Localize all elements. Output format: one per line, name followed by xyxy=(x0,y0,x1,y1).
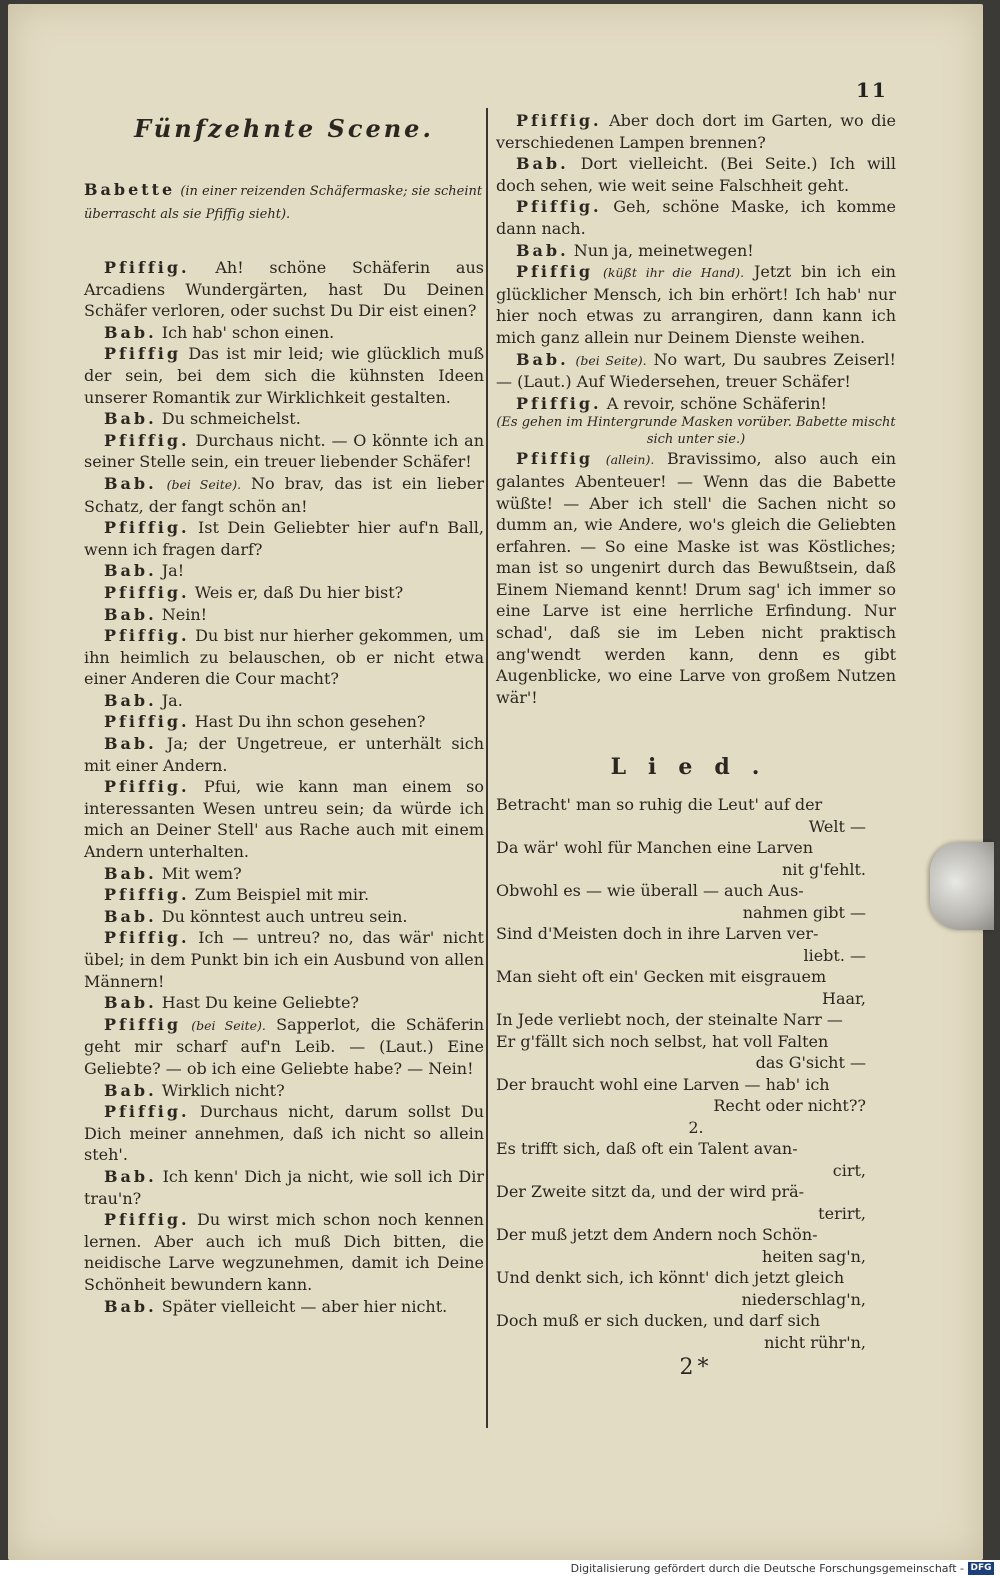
dialogue-paragraph xyxy=(84,517,484,560)
verse-line xyxy=(496,1310,896,1353)
speaker: Bab. xyxy=(104,1080,157,1100)
speaker: Pfiffig. xyxy=(516,111,602,130)
verse-continuation: nicht rühr'n, xyxy=(764,1332,866,1352)
stage-direction: (in einer reizenden Schäfermaske; sie scheint überrascht als sie Pfiffig sieht). xyxy=(84,184,483,222)
verse-text: Doch muß er sich ducken, und darf sich xyxy=(496,1311,821,1331)
speaker: Bab. xyxy=(104,409,157,429)
speaker: Bab. xyxy=(104,734,157,754)
speaker: Pfiffig. xyxy=(104,430,190,450)
dialogue-text: No brav, das ist ein lieber Schatz, der fangt schön an! xyxy=(84,473,484,516)
dialogue-paragraph xyxy=(84,604,484,626)
verse-continuation: cirt, xyxy=(832,1160,866,1180)
dialogue-paragraph xyxy=(84,1014,484,1080)
speaker: Bab. xyxy=(516,154,569,174)
dialogue-paragraph xyxy=(84,1080,484,1102)
speaker: Bab. xyxy=(516,349,569,369)
dialogue-paragraph xyxy=(84,992,484,1014)
dialogue-paragraph xyxy=(84,322,484,344)
verse-text: Man sieht oft ein' Gecken mit eisgrauem xyxy=(496,967,827,987)
verse-continuation: liebt. — xyxy=(803,945,866,965)
speaker: Pfiffig xyxy=(104,1014,182,1034)
right-column xyxy=(496,110,896,1380)
dialogue-paragraph xyxy=(84,906,484,928)
speaker: Bab. xyxy=(516,240,569,260)
dialogue-paragraph xyxy=(496,261,896,348)
dialogue-text: Nein! xyxy=(161,604,208,624)
aside-direction: (bei Seite). xyxy=(191,1017,266,1033)
verse-continuation: das G'sicht — xyxy=(755,1053,866,1073)
dialogue-text: Ja; der Ungetreue, er unterhält sich mit einer Andern. xyxy=(84,734,484,775)
dialogue-text: Das ist mir leid; wie glücklich muß der sein, bei dem sich die kühnsten Ideen unserer Romantik zur Wirklichkeit gestalten. xyxy=(84,344,485,407)
page-number: 11 xyxy=(856,78,888,102)
speaker: Bab. xyxy=(104,906,157,926)
dialogue-text: Ich hab' schon einen. xyxy=(161,322,335,342)
dialogue-paragraph xyxy=(496,196,896,239)
dialogue-text: Ich — untreu? no, das wär' nicht übel; in dem Punkt bin ich ein Ausbund von allen Männern! xyxy=(84,928,484,991)
verse-continuation: terirt, xyxy=(818,1203,866,1223)
stanza-number: 2. xyxy=(688,1117,704,1137)
dialogue-paragraph xyxy=(84,733,484,776)
speaker: Pfiffig. xyxy=(104,582,190,602)
dialogue-paragraph xyxy=(84,1209,484,1295)
speaker: Pfiffig. xyxy=(104,258,190,277)
dialogue-paragraph xyxy=(84,582,484,604)
dialogue-paragraph xyxy=(84,927,484,992)
dialogue-text: Später vielleicht — aber hier nicht. xyxy=(161,1296,448,1316)
dialogue-paragraph xyxy=(84,257,484,322)
verse-continuation: niederschlag'n, xyxy=(741,1289,866,1309)
dialogue-paragraph xyxy=(84,343,484,408)
speaker: Bab. xyxy=(104,322,157,342)
verse-line xyxy=(496,837,896,880)
aside-direction: (allein). xyxy=(605,452,655,468)
footer-text: Digitalisierung gefördert durch die Deutsche Forschungsgemeinschaft - xyxy=(570,1562,964,1575)
verse-text: Betracht' man so ruhig die Leut' auf der xyxy=(496,795,823,815)
verse-text: Es trifft sich, daß oft ein Talent avan- xyxy=(496,1139,798,1159)
verse-line xyxy=(496,1181,896,1224)
dialogue-paragraph xyxy=(84,1101,484,1166)
speaker: Bab. xyxy=(104,690,157,710)
verse-text: Der muß jetzt dem Andern noch Schön- xyxy=(496,1225,818,1245)
speaker: Pfiffig. xyxy=(104,1102,190,1122)
speaker: Pfiffig xyxy=(516,449,594,469)
speaker: Pfiffig. xyxy=(104,712,190,732)
dialogue-paragraph xyxy=(84,473,484,517)
dialogue-text: Ich kenn' Dich ja nicht, wie soll ich Dir trau'n? xyxy=(84,1166,484,1208)
speaker: Pfiffig. xyxy=(104,928,190,948)
dialogue-text: Jetzt bin ich ein glücklicher Mensch, ich bin erhört! Ich hab' nur hier noch etwas zu arrangiren, dann kann ich mich ganz allein nur Deinem Dienste weihen. xyxy=(496,262,896,347)
dialogue-text: Dort vielleicht. (Bei Seite.) Ich will doch sehen, wie weit seine Falschheit geht. xyxy=(496,154,896,195)
verse-line xyxy=(496,1267,896,1310)
dialogue-text: Ah! schöne Schäferin aus Arcadiens Wundergärten, hast Du Deinen Schäfer verloren, oder suchst Du Dir eist einen? xyxy=(84,258,484,321)
aside-direction: (bei Seite). xyxy=(575,352,647,368)
dialogue-paragraph xyxy=(84,408,484,430)
dialogue-text: No wart, Du saubres Zeiserl! — (Laut.) Auf Wiedersehen, treuer Schäfer! xyxy=(496,349,896,392)
song-stanza-2 xyxy=(496,1138,896,1353)
verse-text: Da wär' wohl für Manchen eine Larven xyxy=(496,838,814,858)
dialogue-text: Nun ja, meinetwegen! xyxy=(573,240,754,260)
dialogue-text: Ja. xyxy=(161,690,183,710)
verse-line xyxy=(496,1009,896,1031)
dialogue-text: Geh, schöne Maske, ich komme dann nach. xyxy=(496,197,896,238)
left-dialogue xyxy=(84,257,484,1317)
dialogue-text: Du schmeichelst. xyxy=(161,409,301,429)
scanner-thumb xyxy=(930,842,994,930)
verse-text: Der Zweite sitzt da, und der wird prä- xyxy=(496,1182,805,1202)
verse-line xyxy=(496,1138,896,1181)
dialogue-text: Wirklich nicht? xyxy=(161,1080,285,1100)
verse-line xyxy=(496,1031,896,1074)
verse-text: Obwohl es — wie überall — auch Aus- xyxy=(496,881,804,901)
dialogue-text: Durchaus nicht. — O könnte ich an seiner Stelle sein, ein treuer liebender Schäfer! xyxy=(84,430,485,472)
dialogue-text: Hast Du ihn schon gesehen? xyxy=(194,712,426,732)
dialogue-text: Sapperlot, die Schäferin geht mir scharf auf'n Leib. — (Laut.) Eine Geliebte? — ob ich eine Geliebte habe? — Nein! xyxy=(84,1014,484,1078)
speaker: Pfiffig. xyxy=(104,777,190,797)
verse-continuation: Welt — xyxy=(808,816,866,836)
dialogue-paragraph xyxy=(84,863,484,885)
dialogue-paragraph xyxy=(496,393,896,415)
speaker: Pfiffig. xyxy=(104,518,190,538)
verse-text: In Jede verliebt noch, der steinalte Narr — xyxy=(496,1010,843,1030)
dialogue-text: Du könntest auch untreu sein. xyxy=(161,906,408,926)
monologue-text: Bravissimo, also auch ein galantes Abenteuer! — Wenn das die Babette wüßte! — Aber ich stell' die Sachen nicht so dumm an, wie Andere, wo's gleich die Geliebten erfahren. — So eine Maske ist was Köstliches; man ist so ungenirt durch das Bewußtsein, daß Einem Niemand kennt! Drum sag' ich immer so eine Larve ist eine herrliche Erfindung. Nur schad', daß sie im Leben nicht praktisch ang'wendt werden kann, denn es gibt Augenblicke, wo eine Larve von großem Nutzen wär'! xyxy=(496,449,897,707)
dfg-logo: DFG xyxy=(968,1562,994,1575)
dialogue-text: Hast Du keine Geliebte? xyxy=(161,993,359,1013)
speaker: Pfiffig. xyxy=(516,197,602,217)
verse-continuation: Haar, xyxy=(821,988,866,1008)
verse-line xyxy=(496,966,896,1009)
verse-line xyxy=(496,880,896,923)
dialogue-text: Aber doch dort im Garten, wo die verschiedenen Lampen brennen? xyxy=(496,111,896,152)
speaker: Bab. xyxy=(104,473,157,493)
verse-text: Sind d'Meisten doch in ihre Larven ver- xyxy=(496,924,819,944)
speaker: Pfiffig. xyxy=(516,393,602,413)
dialogue-paragraph xyxy=(496,349,896,393)
dialogue-text: Ist Dein Geliebter hier auf'n Ball, wenn ich fragen darf? xyxy=(84,518,484,559)
verse-line xyxy=(496,1074,896,1117)
dialogue-paragraph xyxy=(84,430,484,473)
dialogue-paragraph xyxy=(496,153,896,196)
dialogue-text: Du bist nur hierher gekommen, um ihn heimlich zu belauschen, ob er nicht etwa einer Anderen die Cour macht? xyxy=(84,626,484,689)
song-title: Lied. xyxy=(610,754,782,781)
dialogue-paragraph xyxy=(84,711,484,733)
dialogue-paragraph xyxy=(496,110,896,153)
speaker: Pfiffig xyxy=(516,262,594,282)
opening-stage-direction xyxy=(84,179,484,225)
speaker: Bab. xyxy=(104,993,157,1013)
dialogue-paragraph xyxy=(84,690,484,712)
dialogue-paragraph xyxy=(84,1166,484,1209)
verse-continuation: heiten sag'n, xyxy=(762,1246,866,1266)
column-divider xyxy=(486,108,488,1428)
monologue xyxy=(496,448,896,708)
speaker: Bab. xyxy=(104,1296,157,1316)
right-dialogue xyxy=(496,110,896,414)
speaker: Bab. xyxy=(104,1166,157,1186)
verse-line xyxy=(496,1224,896,1267)
character-name: Babette xyxy=(84,180,176,199)
verse-text: Und denkt sich, ich könnt' dich jetzt gleich xyxy=(496,1268,845,1288)
verse-continuation: nit g'fehlt. xyxy=(782,859,866,879)
stage-direction: (Es gehen im Hintergrunde Masken vorüber. Babette mischt sich unter sie.) xyxy=(496,415,896,448)
signature-mark: 2* xyxy=(679,1355,713,1381)
dialogue-text: Ja! xyxy=(161,561,185,581)
verse-continuation: nahmen gibt — xyxy=(742,902,866,922)
dialogue-paragraph xyxy=(496,240,896,262)
aside-direction: (küßt ihr die Hand). xyxy=(602,265,745,281)
dialogue-paragraph xyxy=(84,1296,484,1318)
dialogue-text: Pfui, wie kann man einem so interessanten Wesen untreu sein; da würde ich mich an Deiner Stell' aus Rache auch mit einem Andern unterhalten. xyxy=(84,777,484,862)
aside-direction: (bei Seite). xyxy=(166,476,242,492)
speaker: Bab. xyxy=(104,863,157,883)
dialogue-paragraph xyxy=(84,625,484,690)
dialogue-text: A revoir, schöne Schäferin! xyxy=(606,393,827,413)
speaker: Pfiffig. xyxy=(104,885,190,905)
speaker: Bab. xyxy=(104,604,157,624)
verse-line xyxy=(496,794,896,837)
dialogue-text: Mit wem? xyxy=(161,863,242,883)
speaker: Bab. xyxy=(104,561,157,581)
song-stanza-1 xyxy=(496,794,896,1117)
verse-text: Der braucht wohl eine Larven — hab' ich xyxy=(496,1074,830,1094)
speaker: Pfiffig xyxy=(104,344,182,364)
dialogue-paragraph xyxy=(84,884,484,906)
left-column xyxy=(84,110,484,1317)
dialogue-paragraph xyxy=(84,776,484,862)
dialogue-text: Durchaus nicht, darum sollst Du Dich meiner annehmen, daß ich nicht so allein steh'. xyxy=(84,1102,485,1165)
dialogue-text: Weis er, daß Du hier bist? xyxy=(194,582,404,602)
verse-continuation: Recht oder nicht?? xyxy=(713,1096,866,1116)
scene-title: Fünfzehnte Scene. xyxy=(134,114,434,143)
dialogue-paragraph xyxy=(84,560,484,582)
speaker: Pfiffig. xyxy=(104,1210,190,1230)
verse-line xyxy=(496,923,896,966)
dialogue-text: Du wirst mich schon noch kennen lernen. Aber auch ich muß Dich bitten, die neidische Larve wegzunehmen, damit ich Deine Schönheit bewundern kann. xyxy=(84,1210,484,1294)
speaker: Pfiffig. xyxy=(104,626,190,646)
dialogue-text: Zum Beispiel mit mir. xyxy=(194,885,370,905)
verse-text: Er g'fällt sich noch selbst, hat voll Falten xyxy=(496,1031,829,1051)
